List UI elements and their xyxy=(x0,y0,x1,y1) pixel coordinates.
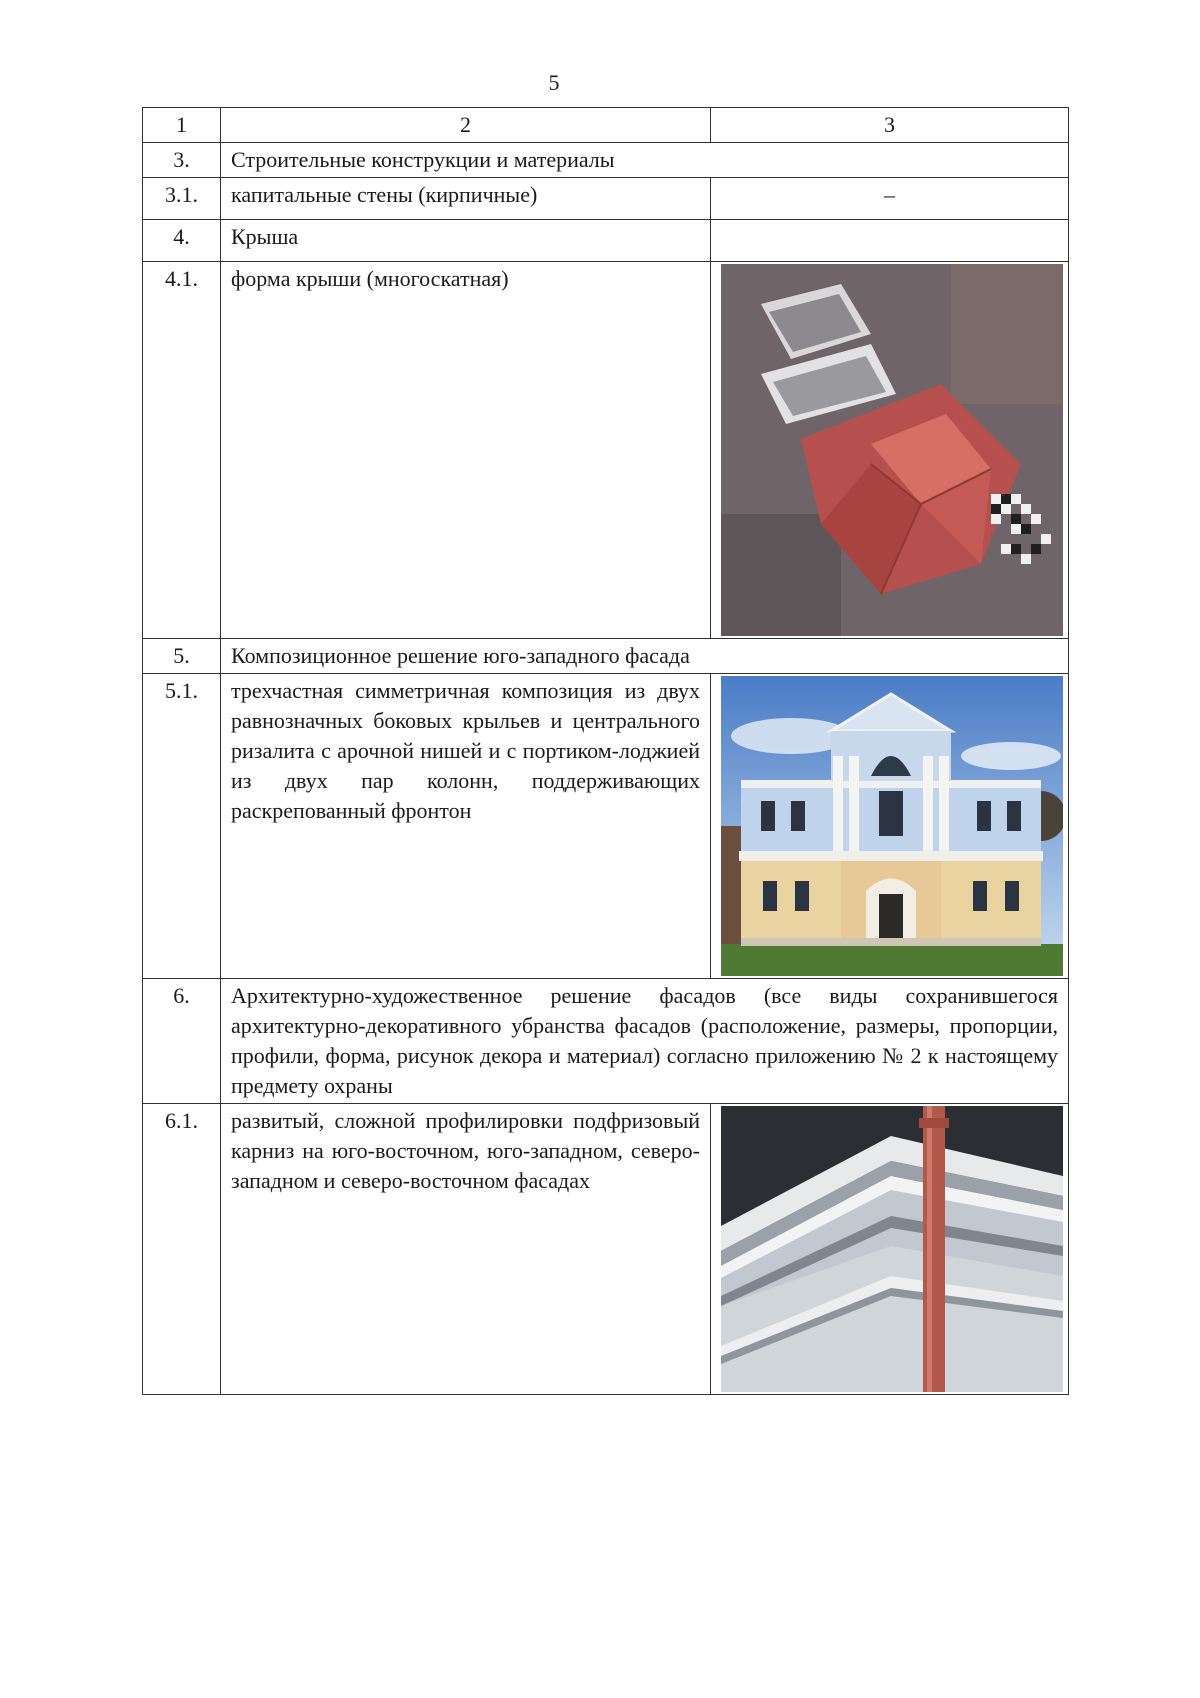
row-image-cell xyxy=(711,1104,1069,1395)
row-number: 3. xyxy=(143,143,221,178)
row-image-cell xyxy=(711,262,1069,639)
row-text: трехчастная симметричная композиция из двух равнозначных боковых крыльев и центрального ризалита с арочной нишей и с портиком-лоджией из двух пар колонн, поддерживающих раскрепованный фронтон xyxy=(221,674,711,979)
row-text: Строительные конструкции и материалы xyxy=(221,143,1069,178)
row-value-empty xyxy=(711,220,1069,262)
table-row xyxy=(143,674,1069,979)
row-value: – xyxy=(711,178,1069,220)
table-header-row xyxy=(143,108,1069,143)
table-row xyxy=(143,639,1069,674)
table-row xyxy=(143,979,1069,1104)
row-text: форма крыши (многоскатная) xyxy=(221,262,711,639)
row-text: Композиционное решение юго-западного фасада xyxy=(221,639,1069,674)
table-row xyxy=(143,178,1069,220)
row-image-cell xyxy=(711,674,1069,979)
row-number: 6.1. xyxy=(143,1104,221,1395)
table-row xyxy=(143,1104,1069,1395)
row-number: 3.1. xyxy=(143,178,221,220)
header-col-3: 3 xyxy=(711,108,1069,143)
facade-photo xyxy=(721,676,1063,976)
row-number: 5. xyxy=(143,639,221,674)
row-number: 6. xyxy=(143,979,221,1104)
row-text: Архитектурно-художественное решение фасадов (все виды сохранившегося архитектурно-декоративного убранства фасадов (расположение, размеры, пропорции, профили, форма, рисунок декора и материал) согласно приложению № 2 к настоящему предмету охраны xyxy=(221,979,1069,1104)
row-number: 4. xyxy=(143,220,221,262)
row-text: капитальные стены (кирпичные) xyxy=(221,178,711,220)
header-col-2: 2 xyxy=(221,108,711,143)
header-col-1: 1 xyxy=(143,108,221,143)
row-text: развитый, сложной профилировки подфризовый карниз на юго-восточном, юго-западном, северо-западном и северо-восточном фасадах xyxy=(221,1104,711,1395)
protection-subject-table xyxy=(142,107,1069,1395)
cornice-photo xyxy=(721,1106,1063,1392)
table-row xyxy=(143,220,1069,262)
row-text: Крыша xyxy=(221,220,711,262)
page-number: 5 xyxy=(548,70,560,95)
row-number: 5.1. xyxy=(143,674,221,979)
roof-aerial-photo xyxy=(721,264,1063,636)
table-row xyxy=(143,262,1069,639)
row-number: 4.1. xyxy=(143,262,221,639)
table-row xyxy=(143,143,1069,178)
